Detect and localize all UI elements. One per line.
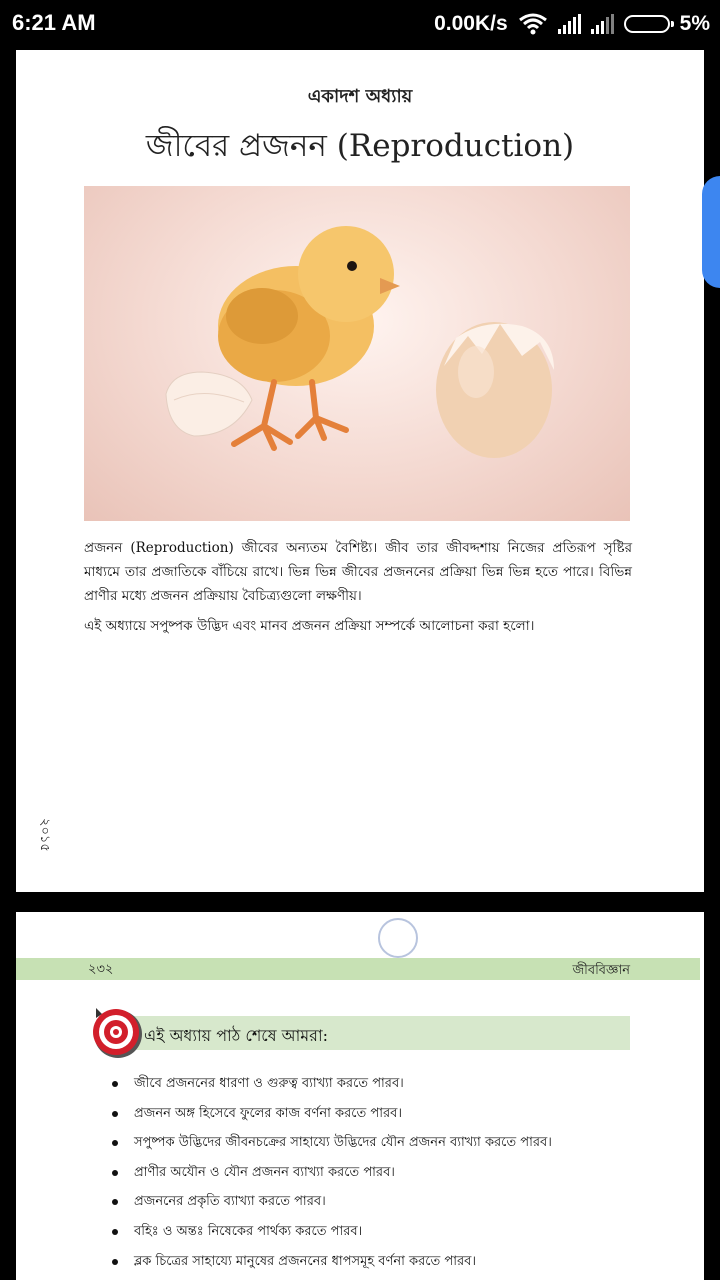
battery-icon (624, 15, 670, 33)
objectives-list (108, 1072, 552, 1279)
wifi-icon (518, 12, 548, 36)
side-page-number: ২০১৫ (37, 818, 52, 852)
chapter-title: জীবের প্রজনন (Reproduction) (145, 128, 575, 164)
status-icons (434, 10, 710, 38)
list-item: ব্লক চিত্রের সাহায্যে মানুষের প্রজননের ধাপসমূহ বর্ণনা করতে পারব। (108, 1250, 552, 1280)
status-bar (0, 0, 720, 48)
list-item: সপুষ্পক উদ্ভিদের জীবনচক্রের সাহায্যে উদ্ভিদের যৌন প্রজনন ব্যাখ্যা করতে পারব। (108, 1131, 552, 1161)
list-item: বহিঃ ও অন্তঃ নিষেকের পার্থক্য করতে পারব। (108, 1220, 552, 1250)
target-icon (88, 1004, 144, 1060)
page-header-band (16, 958, 700, 980)
side-drawer-handle[interactable] (702, 176, 720, 288)
battery-percent: 5% (679, 12, 710, 35)
page-number: ২৩২ (88, 962, 114, 977)
signal-icon-2 (591, 14, 614, 34)
list-item: জীবে প্রজননের ধারণা ও গুরুত্ব ব্যাখ্যা করতে পারব। (108, 1072, 552, 1102)
pdf-page-1[interactable] (16, 50, 704, 892)
list-item: প্রজনন অঙ্গ হিসেবে ফুলের কাজ বর্ণনা করতে পারব। (108, 1102, 552, 1132)
scroll-indicator[interactable] (378, 918, 418, 958)
status-time: 6:21 AM (12, 10, 96, 35)
list-item: প্রজননের প্রকৃতি ব্যাখ্যা করতে পারব। (108, 1190, 552, 1220)
intro-text (84, 536, 632, 644)
pdf-page-2[interactable] (16, 912, 704, 1280)
signal-icon (558, 14, 581, 34)
goal-band (128, 1016, 630, 1050)
intro-paragraph: এই অধ্যায়ে সপুষ্পক উদ্ভিদ এবং মানব প্রজনন প্রক্রিয়া সম্পর্কে আলোচনা করা হলো। (84, 618, 535, 634)
subject-name: জীববিজ্ঞান (572, 963, 630, 978)
chick-hatching-image (84, 186, 630, 521)
intro-paragraph: প্রজনন (Reproduction) জীবের অন্যতম বৈশিষ্ট্য। জীব তার জীবদ্দশায় নিজের প্রতিরূপ সৃষ্টির মাধ্যমে তার প্রজাতিকে বাঁচিয়ে রাখে। ভিন্ন ভিন্ন জীবের প্রজননের প্রক্রিয়া ভিন্ন ভিন্ন হতে পারে। বিভিন্ন প্রাণীর মধ্যে প্রজনন প্রক্রিয়ায় বৈচিত্র্যগুলো লক্ষণীয়। (84, 540, 632, 604)
list-item: প্রাণীর অযৌন ও যৌন প্রজনন ব্যাখ্যা করতে পারব। (108, 1161, 552, 1191)
goal-heading: এই অধ্যায় পাঠ শেষে আমরা: (144, 1026, 329, 1045)
chapter-label: একাদশ অধ্যায় (307, 86, 413, 107)
net-speed: 0.00K/s (434, 12, 508, 35)
